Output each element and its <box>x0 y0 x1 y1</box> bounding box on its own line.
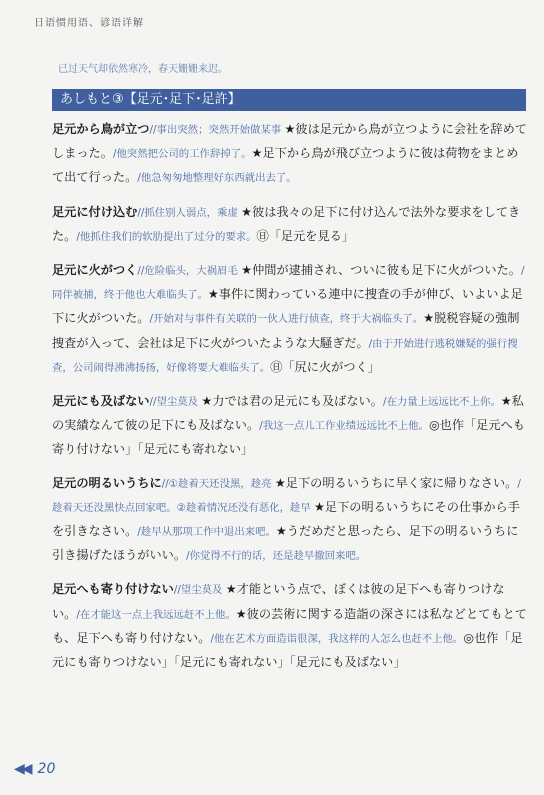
entry-text <box>52 263 524 374</box>
chinese-gloss: /开始对与事件有关联的一伙人进行侦查，终于大祸临头了。 <box>149 313 424 326</box>
chinese-gloss: //事出突然；突然开始做某事 <box>149 124 285 136</box>
chinese-gloss: //望尘莫及 <box>173 584 226 597</box>
chinese-gloss: //望尘莫及 <box>149 396 202 409</box>
japanese-text: ㊐「尻に火がつく」 <box>270 359 380 374</box>
page-number: 20 <box>37 761 56 777</box>
chinese-gloss: /趁早从那项工作中退出来吧。 <box>137 526 276 539</box>
chinese-gloss: //危险临头，大祸眉毛 <box>137 265 242 278</box>
entry-headword: 足元に付け込む <box>52 204 138 219</box>
chinese-gloss: /趁着天还没黑快点回家吧。②趁着情况还没有恶化，趁早 <box>52 477 521 514</box>
japanese-text: ★彼は足元から鳥が立つように会社を辞めてしまった。 <box>52 122 527 161</box>
japanese-text: ★彼の芸術に関する造詣の深さには私などとてもとても、足下へも寄り付けない。 <box>52 606 527 645</box>
chinese-gloss: /由于开始进行逃税嫌疑的强行搜查，公司闹得沸沸扬扬，好像将要大难临头了。 <box>52 337 518 374</box>
chinese-gloss: //抓住别人弱点，乘虚 <box>137 206 242 219</box>
chinese-gloss: /他抓住我们的软肋提出了过分的要求。 <box>76 230 257 243</box>
japanese-text: ★才能という点で、ぼくは彼の足下へも寄りつけない。 <box>52 582 505 621</box>
japanese-text: ◎也作「足元にも寄りつけない」「足元にも寄れない」「足元にも及ばない」 <box>52 630 523 670</box>
entry-headword: 足元にも及ばない <box>52 394 150 409</box>
japanese-text: ★仲間が逮捕され、ついに彼も足下に火がついた。 <box>241 263 521 278</box>
japanese-text: ★私の実績なんて彼の足下にも及ばない。 <box>52 394 524 433</box>
entry-headword: 足元に火がつく <box>52 263 138 278</box>
entry-ashimoto-no-akarui <box>52 472 527 569</box>
double-left-arrow-icon: ◀◀ <box>14 761 30 777</box>
chinese-gloss: /你觉得不行的话，还是趁早撤回来吧。 <box>186 550 367 563</box>
japanese-text: ★事件に関わっている連中に捜査の手が伸び、いよいよ足下に火がついた。 <box>52 287 523 326</box>
japanese-text: ★足下の明るいうちに早く家に帰りなさい。 <box>274 475 518 490</box>
entry-ashimoto-kara-tori <box>52 118 527 191</box>
japanese-text: ★足下から鳥が飛び立つように彼は荷物をまとめて出て行った。 <box>52 146 519 185</box>
chinese-gloss: /他在艺术方面造诣很深，我这样的人怎么也赶不上他。 <box>210 632 464 645</box>
japanese-text: ◎也作「足元へも寄り付けない」「足元にも寄れない」 <box>52 418 525 457</box>
chinese-gloss: /他急匆匆地整理好东西就出去了。 <box>137 172 297 185</box>
chinese-gloss: /在力量上远远比不上你。 <box>382 396 501 409</box>
entry-ashimoto-ni-hi <box>52 259 527 380</box>
japanese-text: ★脱税容疑の強制捜査が入って、会社は足下に火がついたような大騒ぎだ。 <box>52 311 520 350</box>
japanese-text: ㊐「足元を見る」 <box>256 228 355 243</box>
entry-ashimoto-e-mo-yoritsukenai <box>52 578 527 674</box>
japanese-text: ★足下の明るいうちにその仕事から手を引きなさい。 <box>52 499 520 539</box>
chinese-gloss: /他突然把公司的工作辞掉了。 <box>112 148 252 161</box>
entry-list <box>52 118 527 684</box>
chinese-gloss: //①趁着天还没黑，趁亮 <box>161 477 275 490</box>
chinese-gloss: /在才能这一点上我远远赶不上他。 <box>76 608 236 621</box>
entry-ashimoto-ni-tsukekomu <box>52 201 527 249</box>
entry-headword: 足元から鳥が立つ <box>52 122 150 136</box>
running-head: 日语惯用语、谚语详解 <box>34 18 144 29</box>
japanese-text: ★彼は我々の足下に付け込んで法外な要求をしてきた。 <box>52 204 521 243</box>
chinese-gloss: /同伴被捕，终于他也大难临头了。 <box>52 265 525 302</box>
chinese-gloss: /我这一点儿工作业绩远远比不上他。 <box>259 420 429 433</box>
japanese-text: ★力では君の足元にも及ばない。 <box>201 394 383 409</box>
entry-headword: 足元へも寄り付けない <box>52 582 174 597</box>
section-heading: あしもと③【足元･足下･足許】 <box>52 89 526 111</box>
japanese-text: ★うだめだと思ったら、足下の明るいうちに引き揚げたほうがいい。 <box>52 524 519 563</box>
entry-ashimoto-ni-mo-oyobanai <box>52 390 527 462</box>
intro-line: 已过天气却依然寒冷，春天姗姗来迟。 <box>58 64 228 75</box>
page-footer <box>14 761 55 777</box>
entry-headword: 足元の明るいうちに <box>52 475 162 490</box>
